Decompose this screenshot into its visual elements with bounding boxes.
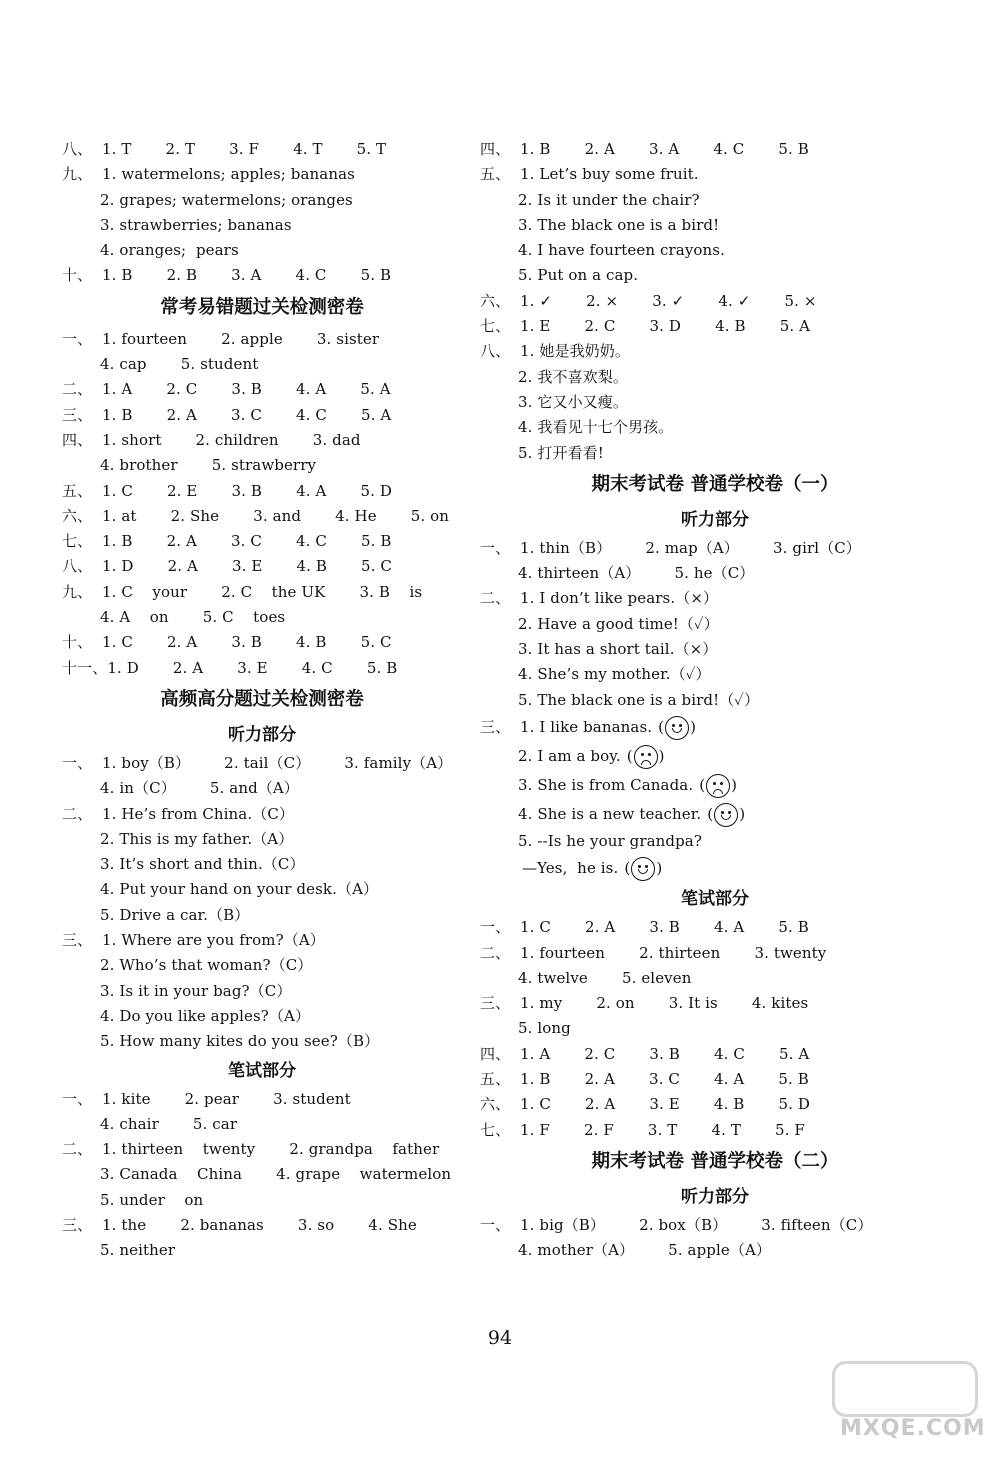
answer-line (480, 1016, 950, 1041)
answer-text: 1. C 2. A 3. B 4. B 5. C (102, 633, 392, 652)
question-number: 一、 (62, 1089, 93, 1108)
question-number: 四、 (480, 1044, 511, 1063)
answer-line (480, 713, 950, 742)
answer-text: 4. She’s my mother.（✓） (518, 665, 711, 684)
answer-line (480, 188, 950, 213)
answer-line (62, 1162, 462, 1187)
answer-line (480, 238, 950, 263)
question-number: 三、 (62, 1215, 93, 1234)
left-column (62, 137, 462, 1264)
answer-line (62, 852, 462, 877)
answer-line (62, 453, 462, 478)
answer-line (62, 630, 462, 655)
section-heading: 期末考试卷 普通学校卷（一） (591, 473, 839, 495)
answer-line (62, 213, 462, 238)
answer-text: 4. twelve 5. eleven (518, 968, 692, 987)
answer-text: 2. Who’s that woman?（C） (100, 956, 313, 975)
answer-text: 1. B 2. A 3. C 4. A 5. B (520, 1070, 809, 1089)
answer-text: 3. It has a short tail.（×） (518, 640, 718, 659)
answer-line (480, 1213, 950, 1238)
answer-line (480, 365, 950, 390)
answer-line (62, 1004, 462, 1029)
answer-text: 1. I like bananas. (520, 717, 653, 736)
answer-text: 4. She is a new teacher. (518, 804, 702, 823)
question-number: 六、 (62, 506, 93, 525)
right-column (480, 137, 950, 1264)
answer-text: 1. D 2. A 3. E 4. B 5. C (102, 557, 393, 576)
answer-text: 4. in（C） 5. and（A） (100, 779, 299, 798)
answer-text: 4. chair 5. car (100, 1114, 238, 1133)
answer-text: 4. cap 5. student (100, 355, 259, 374)
answer-text: 1. fourteen 2. thirteen 3. twenty (520, 943, 827, 962)
answer-text: 4. Put your hand on your desk.（A） (100, 880, 379, 899)
answer-text: 1. B 2. A 3. A 4. C 5. B (520, 140, 809, 158)
answer-text: 5. neither (100, 1241, 176, 1260)
answer-text: 1. at 2. She 3. and 4. He 5. on (102, 506, 450, 525)
answer-line (62, 162, 462, 187)
answer-text: 1. C your 2. C the UK 3. B is (102, 582, 423, 601)
answer-text: 2. Have a good time!（✓） (518, 614, 719, 633)
watermark-logo (822, 1357, 986, 1447)
answer-line (62, 263, 462, 288)
answer-line (480, 289, 950, 314)
question-number: 四、 (480, 140, 511, 158)
answer-text: 1. A 2. C 3. B 4. C 5. A (520, 1044, 810, 1063)
answer-line (62, 554, 462, 579)
smiley-face-icon (714, 803, 738, 827)
answer-line (62, 1112, 462, 1137)
answer-line (62, 529, 462, 554)
answer-text: 5. under on (100, 1190, 204, 1209)
question-number: 二、 (62, 1140, 93, 1159)
answer-line (480, 415, 950, 440)
answer-text: 1. Where are you from?（A） (102, 931, 325, 950)
face-answer: ( ) (699, 776, 737, 794)
question-number: 八、 (480, 342, 511, 361)
answer-line (480, 612, 950, 637)
answer-text: 4. Do you like apples?（A） (100, 1006, 311, 1025)
answer-text: 1. big（B） 2. box（B） 3. fifteen（C） (520, 1215, 873, 1234)
answer-line (62, 877, 462, 902)
answer-text: 1. F 2. F 3. T 4. T 5. F (520, 1120, 805, 1139)
answer-text: 1. B 2. B 3. A 4. C 5. B (102, 266, 392, 285)
answer-line (62, 605, 462, 630)
answer-text: 3. The black one is a bird! (518, 215, 720, 234)
answer-line (62, 403, 462, 428)
answer-line (62, 377, 462, 402)
answer-text: 1. boy（B） 2. tail（C） 3. family（A） (102, 753, 453, 772)
answer-text: 1. D 2. A 3. E 4. C 5. B (107, 658, 398, 677)
answer-text: 3. It’s short and thin.（C） (100, 855, 305, 874)
answer-line (62, 1188, 462, 1213)
question-number: 六、 (480, 1095, 511, 1114)
answer-line (62, 1137, 462, 1162)
question-number: 六、 (480, 291, 511, 310)
subsection-heading: 笔试部分 (228, 1060, 296, 1081)
answer-line (480, 966, 950, 991)
question-number: 九、 (62, 165, 93, 184)
question-number: 七、 (62, 532, 93, 551)
answer-text: 1. kite 2. pear 3. student (102, 1089, 351, 1108)
question-number: 一、 (62, 329, 93, 348)
answer-line (480, 1238, 950, 1263)
answer-line (480, 688, 950, 713)
answer-text: 1. He’s from China.（C） (102, 804, 294, 823)
answer-line (62, 1213, 462, 1238)
answer-line (480, 162, 950, 187)
question-number: 三、 (62, 931, 93, 950)
answer-text: 5. Put on a cap. (518, 266, 639, 285)
answer-line (62, 238, 462, 263)
question-number: 二、 (480, 589, 511, 608)
question-number: 一、 (480, 538, 511, 557)
question-number: 三、 (62, 405, 93, 424)
sad-face-icon (634, 745, 658, 769)
answer-line (480, 637, 950, 662)
answer-text: —Yes, he is. (522, 859, 619, 878)
answer-text: 4. A on 5. C toes (100, 608, 286, 627)
question-number: 三、 (480, 717, 511, 736)
answer-line (480, 263, 950, 288)
answer-text: 3. She is from Canada. (518, 775, 694, 794)
answer-line (480, 1067, 950, 1092)
answer-text: 2. I am a boy. (518, 746, 621, 765)
answer-line (62, 827, 462, 852)
question-number: 八、 (62, 140, 93, 158)
answer-line (62, 751, 462, 776)
answer-line (62, 1238, 462, 1263)
answer-text: 1. A 2. C 3. B 4. A 5. A (102, 380, 391, 399)
answer-text: 1. thirteen twenty 2. grandpa father (102, 1140, 440, 1159)
answer-line (480, 390, 950, 415)
answer-text: 1. C 2. E 3. B 4. A 5. D (102, 481, 393, 500)
answer-line (480, 800, 950, 829)
question-number: 一、 (480, 1215, 511, 1234)
answer-text: 5. --Is he your grandpa? (518, 831, 702, 850)
answer-text: 1. ✓ 2. × 3. ✓ 4. ✓ 5. × (520, 291, 817, 310)
question-number: 九、 (62, 582, 93, 601)
answer-line (62, 656, 462, 681)
answer-line (480, 662, 950, 687)
section-heading: 高频高分题过关检测密卷 (160, 688, 364, 710)
answer-text: 1. B 2. A 3. C 4. C 5. A (102, 405, 392, 424)
answer-text: 4. I have fourteen crayons. (518, 241, 725, 260)
answer-text: 1. thin（B） 2. map（A） 3. girl（C） (520, 538, 861, 557)
question-number: 二、 (62, 804, 93, 823)
answer-line (480, 854, 950, 883)
answer-line (62, 504, 462, 529)
answer-text: 5. How many kites do you see?（B） (100, 1032, 380, 1051)
question-number: 三、 (480, 994, 511, 1013)
watermark-box-icon (832, 1361, 978, 1417)
answer-line (480, 137, 950, 162)
answer-line (62, 327, 462, 352)
face-answer: ( ) (624, 859, 662, 877)
section-heading: 常考易错题过关检测密卷 (160, 296, 364, 318)
answer-text: 1. the 2. bananas 3. so 4. She (102, 1215, 417, 1234)
question-number: 二、 (62, 380, 93, 399)
question-number: 一、 (62, 753, 93, 772)
subsection-heading: 笔试部分 (681, 889, 749, 910)
question-number: 一、 (480, 918, 511, 937)
subsection-heading: 听力部分 (681, 1186, 749, 1207)
face-answer: ( ) (658, 718, 696, 736)
answer-text: 4. mother（A） 5. apple（A） (518, 1241, 772, 1260)
answer-line (62, 928, 462, 953)
answer-line (62, 137, 462, 162)
answer-line (480, 941, 950, 966)
answer-line (480, 1042, 950, 1067)
section-heading: 期末考试卷 普通学校卷（二） (591, 1150, 839, 1172)
answer-line (62, 953, 462, 978)
answer-line (480, 314, 950, 339)
answer-line (62, 1029, 462, 1054)
question-number: 七、 (480, 1120, 511, 1139)
question-number: 五、 (480, 1070, 511, 1089)
answer-line (480, 915, 950, 940)
answer-line (62, 352, 462, 377)
question-number: 七、 (480, 317, 511, 336)
watermark-text: MXQE.COM (840, 1416, 986, 1441)
answer-line (62, 428, 462, 453)
question-number: 二、 (480, 943, 511, 962)
answer-text: 3. strawberries; bananas (100, 215, 292, 234)
answer-text: 1. fourteen 2. apple 3. sister (102, 329, 380, 348)
answer-line (480, 1092, 950, 1117)
answer-text: 5. 打开看看! (518, 443, 604, 462)
answer-text: 3. Canada China 4. grape watermelon (100, 1165, 452, 1184)
question-number: 十、 (62, 633, 93, 652)
answer-text: 1. watermelons; apples; bananas (102, 165, 355, 184)
face-answer: ( ) (707, 805, 745, 823)
answer-line (62, 479, 462, 504)
answer-line (62, 188, 462, 213)
answer-text: 1. C 2. A 3. B 4. A 5. B (520, 918, 809, 937)
answer-text: 3. 它又小又瘦。 (518, 392, 628, 411)
answer-text: 1. B 2. A 3. C 4. C 5. B (102, 532, 392, 551)
answer-text: 1. T 2. T 3. F 4. T 5. T (102, 140, 387, 158)
face-answer: ( ) (627, 747, 665, 765)
answer-text: 3. Is it in your bag?（C） (100, 981, 292, 1000)
answer-text: 2. Is it under the chair? (518, 190, 700, 209)
answer-line (480, 339, 950, 364)
answer-line (62, 903, 462, 928)
answer-line (480, 536, 950, 561)
answer-text: 4. thirteen（A） 5. he（C） (518, 564, 755, 583)
answer-line (480, 561, 950, 586)
question-number: 四、 (62, 430, 93, 449)
answer-line (62, 979, 462, 1004)
answer-line (62, 776, 462, 801)
answer-line (62, 1087, 462, 1112)
answer-text: 5. The black one is a bird!（✓） (518, 690, 760, 709)
answer-text: 5. long (518, 1019, 571, 1038)
subsection-heading: 听力部分 (228, 724, 296, 745)
answer-line (62, 580, 462, 605)
answer-text: 1. E 2. C 3. D 4. B 5. A (520, 317, 811, 336)
question-number: 五、 (480, 165, 511, 184)
answer-text: 2. grapes; watermelons; oranges (100, 190, 353, 209)
answer-text: 5. Drive a car.（B） (100, 905, 250, 924)
page-number: 94 (487, 1327, 513, 1349)
answer-text: 1. Let’s buy some fruit. (520, 165, 699, 184)
answer-line (480, 829, 950, 854)
answer-text: 1. I don’t like pears.（×） (520, 589, 719, 608)
answer-line (480, 441, 950, 466)
smiley-face-icon (665, 716, 689, 740)
answer-line (480, 991, 950, 1016)
answer-text: 2. This is my father.（A） (100, 829, 294, 848)
answer-text: 1. C 2. A 3. E 4. B 5. D (520, 1095, 811, 1114)
question-number: 十一、 (62, 658, 108, 677)
question-number: 五、 (62, 481, 93, 500)
answer-text: 4. oranges; pears (100, 241, 239, 260)
answer-text: 4. brother 5. strawberry (100, 456, 317, 475)
answer-line (480, 771, 950, 800)
smiley-face-icon (631, 857, 655, 881)
answer-text: 1. 她是我奶奶。 (520, 342, 630, 361)
subsection-heading: 听力部分 (681, 509, 749, 530)
answer-text: 1. my 2. on 3. It is 4. kites (520, 994, 809, 1013)
question-number: 八、 (62, 557, 93, 576)
answer-text: 1. short 2. children 3. dad (102, 430, 361, 449)
answer-line (480, 213, 950, 238)
answer-line (62, 802, 462, 827)
answer-text: 2. 我不喜欢梨。 (518, 367, 628, 386)
answer-text: 4. 我看见十七个男孩。 (518, 418, 674, 437)
answer-line (480, 586, 950, 611)
sad-face-icon (706, 774, 730, 798)
answer-line (480, 742, 950, 771)
answer-line (480, 1118, 950, 1143)
question-number: 十、 (62, 266, 93, 285)
